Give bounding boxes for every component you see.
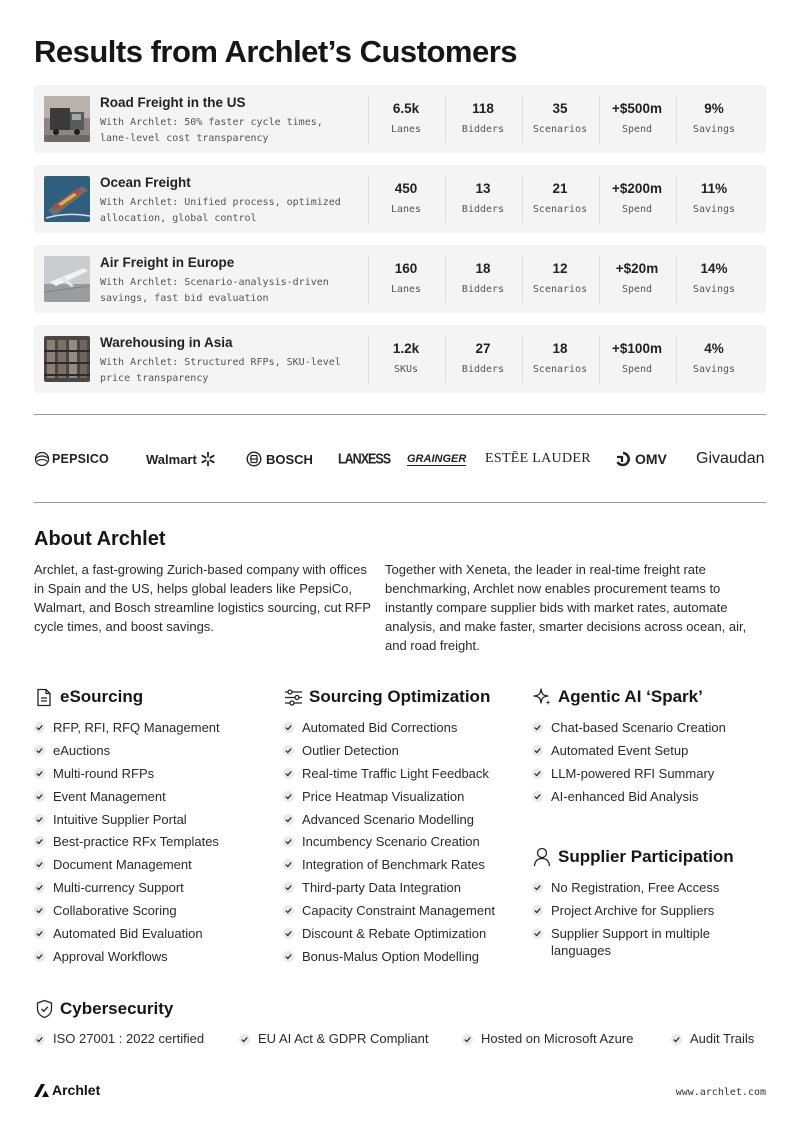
sparkle-icon (532, 687, 552, 707)
list-item: LLM-powered RFI Summary (532, 765, 766, 782)
list-item: Automated Event Setup (532, 742, 766, 759)
check-icon (34, 814, 45, 825)
check-icon (283, 882, 294, 893)
stat-spend: +$500m Spend (599, 85, 675, 153)
stat-scenarios: 21 Scenarios (522, 165, 598, 233)
stat-lanes: 6.5k Lanes (368, 85, 444, 153)
list-item: Third-party Data Integration (283, 879, 523, 896)
case-card (34, 85, 766, 153)
check-icon (283, 859, 294, 870)
list-item: Real-time Traffic Light Feedback (283, 765, 523, 782)
list-item: Chat-based Scenario Creation (532, 719, 766, 736)
esourcing-list (34, 719, 264, 971)
cybersecurity-heading: Cybersecurity (34, 999, 173, 1019)
case-card (34, 165, 766, 233)
check-icon (532, 745, 543, 756)
list-item: Supplier Support in multiple languages (532, 925, 754, 959)
sourcing-optimization-heading: Sourcing Optimization (283, 687, 490, 707)
check-icon (532, 768, 543, 779)
bosch-logo: BOSCH (246, 449, 313, 469)
list-item: Collaborative Scoring (34, 902, 264, 919)
document-icon (34, 687, 54, 707)
check-icon (283, 791, 294, 802)
list-item: Document Management (34, 856, 264, 873)
stat-scenarios: 35 Scenarios (522, 85, 598, 153)
list-item: Approval Workflows (34, 948, 264, 965)
airplane-photo-icon (44, 256, 90, 302)
case-description: With Archlet: Structured RFPs, SKU-level price transparency (100, 357, 341, 384)
stat-spend: +$200m Spend (599, 165, 675, 233)
stat-bidders: 27 Bidders (445, 325, 521, 393)
list-item: Intuitive Supplier Portal (34, 811, 264, 828)
list-item: Automated Bid Corrections (283, 719, 523, 736)
list-item: Multi-round RFPs (34, 765, 264, 782)
supplier-participation-heading: Supplier Participation (532, 847, 734, 867)
case-card (34, 325, 766, 393)
stat-lanes: 450 Lanes (368, 165, 444, 233)
list-item: Advanced Scenario Modelling (283, 811, 523, 828)
check-icon (671, 1034, 682, 1045)
container-ship-photo-icon (44, 176, 90, 222)
check-icon (34, 859, 45, 870)
footer-url[interactable]: www.archlet.com (675, 1087, 766, 1098)
check-icon (34, 722, 45, 733)
list-item: Price Heatmap Visualization (283, 788, 523, 805)
list-item: Project Archive for Suppliers (532, 902, 754, 919)
check-icon (283, 722, 294, 733)
pepsico-logo: PEPSICO (34, 449, 109, 469)
estee-lauder-logo: ESTĒE LAUDER (485, 451, 591, 466)
lanxess-logo: LANXESS (338, 450, 391, 468)
sliders-icon (283, 687, 303, 707)
check-icon (239, 1034, 250, 1045)
stat-savings: 4% Savings (676, 325, 752, 393)
stat-bidders: 118 Bidders (445, 85, 521, 153)
divider (34, 502, 766, 503)
givaudan-logo: Givaudan (696, 450, 765, 467)
check-icon (532, 905, 543, 916)
warehouse-photo-icon (44, 336, 90, 382)
list-item: AI-enhanced Bid Analysis (532, 788, 766, 805)
list-item: Automated Bid Evaluation (34, 925, 264, 942)
stat-bidders: 18 Bidders (445, 245, 521, 313)
truck-photo-icon (44, 96, 90, 142)
agentic-ai-heading: Agentic AI ‘Spark’ (532, 687, 703, 707)
stat-spend: +$100m Spend (599, 325, 675, 393)
list-item: eAuctions (34, 742, 264, 759)
stat-spend: +$20m Spend (599, 245, 675, 313)
case-title: Ocean Freight (100, 175, 191, 190)
list-item: Outlier Detection (283, 742, 523, 759)
check-icon (283, 928, 294, 939)
check-icon (34, 836, 45, 847)
stat-savings: 11% Savings (676, 165, 752, 233)
cyber-item-azure: Hosted on Microsoft Azure (462, 1031, 633, 1046)
stat-scenarios: 18 Scenarios (522, 325, 598, 393)
agentic-ai-list (532, 719, 766, 811)
check-icon (283, 745, 294, 756)
check-icon (283, 905, 294, 916)
check-icon (532, 928, 543, 939)
page-title: Results from Archlet’s Customers (34, 34, 517, 69)
about-text-right: Together with Xeneta, the leader in real-time freight rate benchmarking, Archlet now enables procurement teams to instantly compare supplier bids with market rates, automate analysis, and make faster, smarter decisions across ocean, air, and road freight. (385, 562, 747, 653)
supplier-participation-list (532, 879, 754, 965)
list-item: Best-practice RFx Templates (34, 833, 264, 850)
list-item: Multi-currency Support (34, 879, 264, 896)
list-item: Event Management (34, 788, 264, 805)
walmart-logo: Walmart (146, 449, 216, 469)
check-icon (532, 791, 543, 802)
check-icon (34, 928, 45, 939)
stat-lanes: 160 Lanes (368, 245, 444, 313)
about-text-left: Archlet, a fast-growing Zurich-based company with offices in Spain and the US, helps global leaders like PepsiCo, Walmart, and Bosch streamline logistics sourcing, cut RFP cycle times, and boost savings. (34, 562, 371, 634)
check-icon (283, 814, 294, 825)
sourcing-optimization-list (283, 719, 523, 971)
check-icon (34, 791, 45, 802)
check-icon (34, 745, 45, 756)
stat-skus: 1.2k SKUs (368, 325, 444, 393)
stat-bidders: 13 Bidders (445, 165, 521, 233)
case-description: With Archlet: Unified process, optimized allocation, global control (100, 197, 341, 224)
check-icon (34, 905, 45, 916)
check-icon (34, 1034, 45, 1045)
list-item: No Registration, Free Access (532, 879, 754, 896)
esourcing-heading: eSourcing (34, 687, 143, 707)
case-title: Road Freight in the US (100, 95, 246, 110)
check-icon (283, 768, 294, 779)
shield-icon (34, 999, 54, 1019)
case-title: Warehousing in Asia (100, 335, 233, 350)
check-icon (283, 836, 294, 847)
stat-scenarios: 12 Scenarios (522, 245, 598, 313)
check-icon (532, 882, 543, 893)
grainger-logo: GRAINGER (407, 452, 467, 465)
footer-brand-logo: Archlet (34, 1082, 100, 1098)
divider (34, 414, 766, 415)
cyber-item-audit: Audit Trails (671, 1031, 754, 1046)
check-icon (532, 722, 543, 733)
cyber-item-gdpr: EU AI Act & GDPR Compliant (239, 1031, 429, 1046)
check-icon (34, 768, 45, 779)
about-heading: About Archlet (34, 528, 166, 550)
list-item: Bonus-Malus Option Modelling (283, 948, 523, 965)
archlet-mark-icon (34, 1084, 49, 1097)
check-icon (34, 951, 45, 962)
list-item: Integration of Benchmark Rates (283, 856, 523, 873)
cyber-item-iso: ISO 27001 : 2022 certified (34, 1031, 204, 1046)
list-item: RFP, RFI, RFQ Management (34, 719, 264, 736)
user-icon (532, 847, 552, 867)
check-icon (34, 882, 45, 893)
case-title: Air Freight in Europe (100, 255, 235, 270)
case-card (34, 245, 766, 313)
omv-logo: OMV (614, 449, 667, 469)
check-icon (283, 951, 294, 962)
case-description: With Archlet: 50% faster cycle times, lane-level cost transparency (100, 117, 323, 144)
stat-savings: 9% Savings (676, 85, 752, 153)
stat-savings: 14% Savings (676, 245, 752, 313)
list-item: Capacity Constraint Management (283, 902, 523, 919)
list-item: Discount & Rebate Optimization (283, 925, 523, 942)
list-item: Incumbency Scenario Creation (283, 833, 523, 850)
case-description: With Archlet: Scenario-analysis-driven savings, fast bid evaluation (100, 277, 329, 304)
check-icon (462, 1034, 473, 1045)
